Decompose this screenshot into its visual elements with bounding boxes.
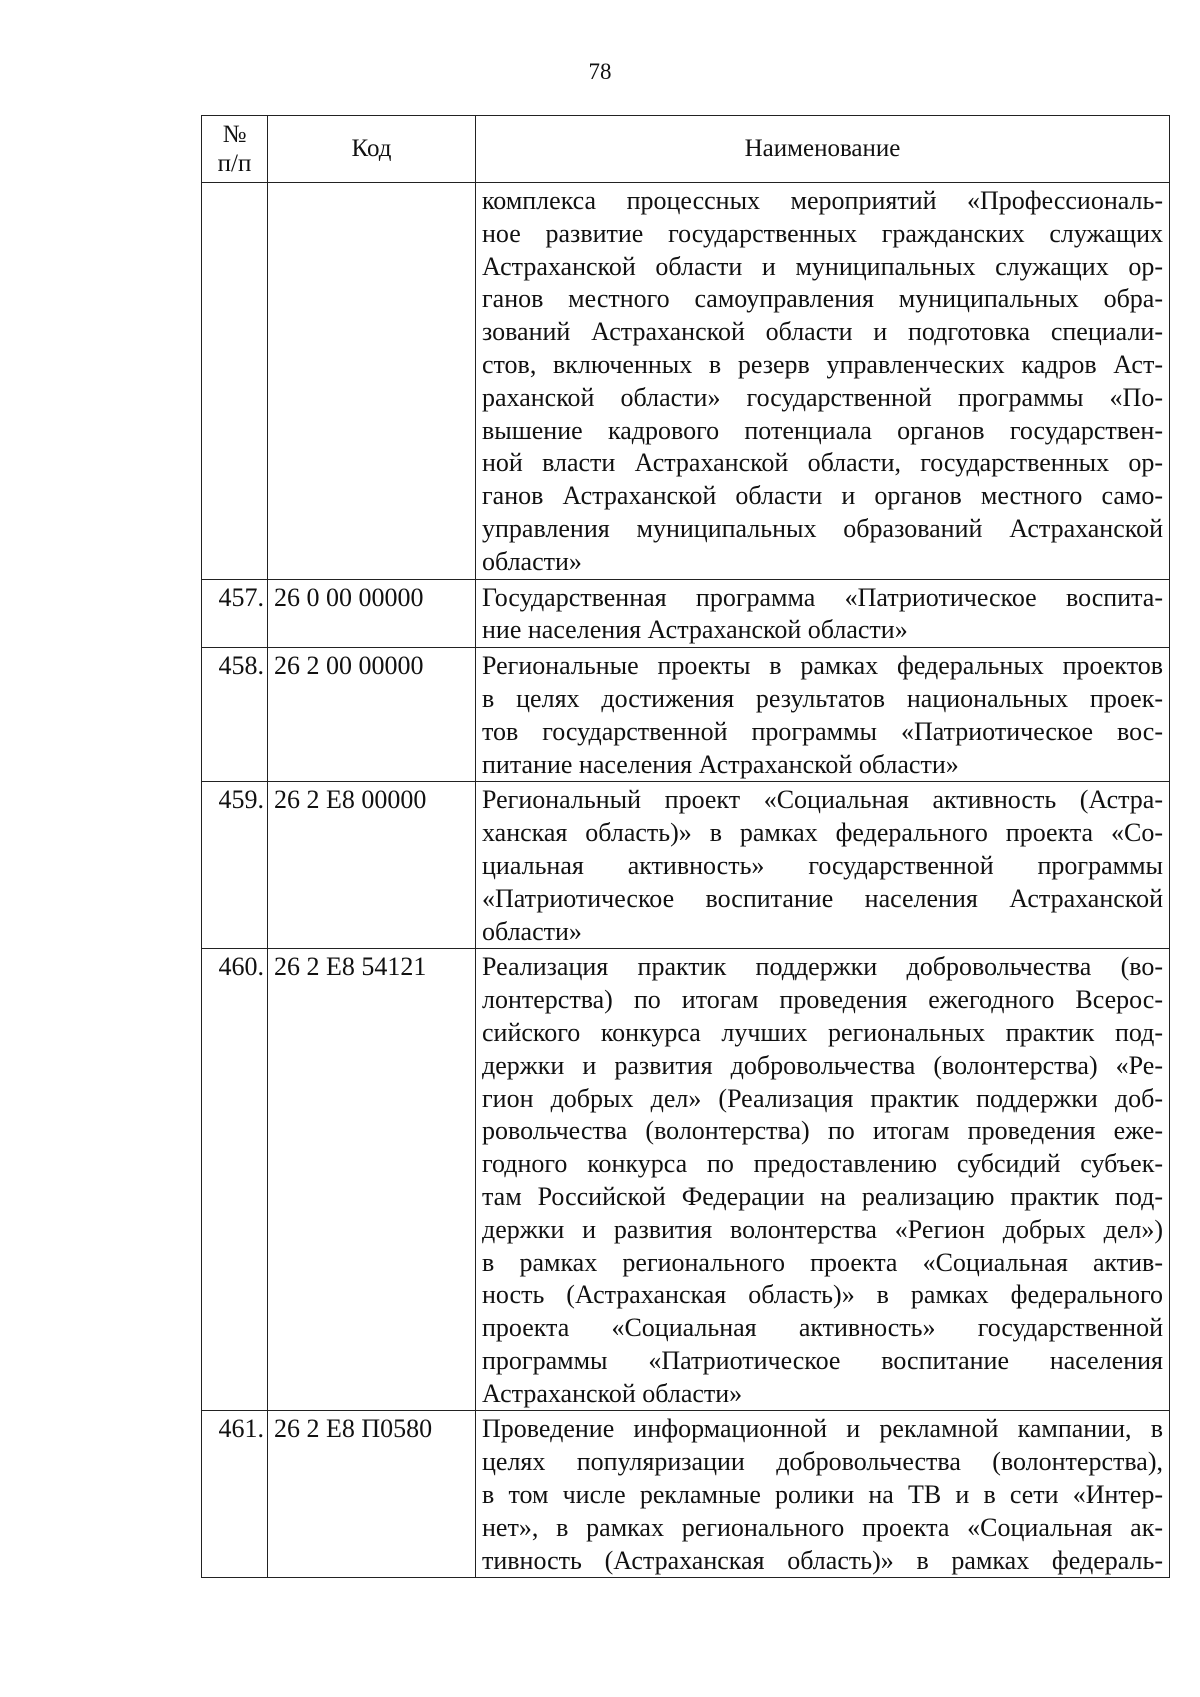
page-number: 78: [588, 59, 612, 84]
name-text-line: тивность (Астраханская область)» в рамках федераль-: [482, 1545, 1163, 1575]
row-name: [476, 183, 1170, 580]
row-number: 461.: [202, 1411, 268, 1578]
name-text-line: Региональный проект «Социальная активность (Астра-: [482, 785, 1163, 815]
name-text-line: ной власти Астраханской области, государственных ор-: [482, 448, 1163, 478]
name-text-line: зований Астраханской области и подготовка специали-: [482, 317, 1163, 347]
name-text-line: проекта «Социальная активность» государственной: [482, 1313, 1163, 1343]
table-row: [202, 782, 1170, 949]
table-body: [202, 183, 1170, 1578]
name-text-line: Государственная программа «Патриотическое воспита-: [482, 582, 1163, 612]
header-name: Наименование: [476, 116, 1170, 183]
name-text-line: держки и развития добровольчества (волонтерства) «Ре-: [482, 1050, 1163, 1080]
name-text-line: лонтерства) по итогам проведения ежегодного Всерос-: [482, 985, 1163, 1015]
name-text-line: в целях достижения результатов национальных проек-: [482, 683, 1163, 713]
name-text-line: ханская область)» в рамках федерального проекта «Со-: [482, 818, 1163, 848]
row-code: 26 0 00 00000: [268, 579, 476, 648]
name-text-line: гион добрых дел» (Реализация практик поддержки доб-: [482, 1083, 1163, 1113]
row-name: [476, 949, 1170, 1411]
name-text-line: там Российской Федерации на реализацию практик под-: [482, 1181, 1163, 1211]
name-text-line: питание населения Астраханской области»: [482, 749, 959, 779]
row-name: [476, 1411, 1170, 1578]
name-text-line: Реализация практик поддержки добровольчества (во-: [482, 952, 1163, 982]
name-text-line: в рамках регионального проекта «Социальная актив-: [482, 1247, 1163, 1277]
name-text-line: стов, включенных в резерв управленческих кадров Аст-: [482, 349, 1163, 379]
name-text-line: вышение кадрового потенциала органов государствен-: [482, 415, 1163, 445]
name-text-line: годного конкурса по предоставлению субсидий субъек-: [482, 1149, 1163, 1179]
budget-code-table: [201, 115, 1170, 1578]
name-text-line: целях популяризации добровольчества (волонтерства),: [482, 1447, 1163, 1477]
name-text-line: ганов местного самоуправления муниципальных обра-: [482, 284, 1163, 314]
name-text-line: тов государственной программы «Патриотическое вос-: [482, 716, 1163, 746]
table-row: [202, 648, 1170, 782]
row-code: 26 2 E8 54121: [268, 949, 476, 1411]
row-number: 457.: [202, 579, 268, 648]
header-number-sign: №: [222, 121, 247, 148]
name-text-line: сийского конкурса лучших региональных практик под-: [482, 1017, 1163, 1047]
row-name: [476, 579, 1170, 648]
name-text-line: области»: [482, 916, 582, 946]
name-text-line: в том числе рекламные ролики на ТВ и в сети «Интер-: [482, 1480, 1163, 1510]
row-name: [476, 648, 1170, 782]
name-text-line: Проведение информационной и рекламной кампании, в: [482, 1414, 1163, 1444]
row-code: [268, 183, 476, 580]
row-number: 460.: [202, 949, 268, 1411]
header-number: [202, 116, 268, 183]
name-text-line: циальная активность» государственной программы: [482, 850, 1163, 880]
name-text-line: ность (Астраханская область)» в рамках федерального: [482, 1280, 1163, 1310]
name-text-line: раханской области» государственной программы «По-: [482, 382, 1163, 412]
header-number-abbr: п/п: [217, 150, 252, 177]
table-row: [202, 183, 1170, 580]
name-text-line: программы «Патриотическое воспитание населения: [482, 1345, 1163, 1375]
row-name: [476, 782, 1170, 949]
name-text-line: ровольчества (волонтерства) по итогам проведения еже-: [482, 1116, 1163, 1146]
name-text-line: Астраханской области и муниципальных служащих ор-: [482, 251, 1163, 281]
row-code: 26 2 E8 00000: [268, 782, 476, 949]
name-text-line: Региональные проекты в рамках федеральных проектов: [482, 651, 1163, 681]
name-text-line: области»: [482, 546, 582, 576]
name-text-line: ное развитие государственных гражданских служащих: [482, 218, 1163, 248]
name-text-line: нет», в рамках регионального проекта «Социальная ак-: [482, 1512, 1163, 1542]
row-number: 459.: [202, 782, 268, 949]
name-text-line: Астраханской области»: [482, 1378, 743, 1408]
name-text-line: управления муниципальных образований Астраханской: [482, 513, 1163, 543]
name-text-line: ние населения Астраханской области»: [482, 615, 908, 645]
header-code: Код: [268, 116, 476, 183]
name-text-line: «Патриотическое воспитание населения Астраханской: [482, 883, 1163, 913]
table-row: [202, 949, 1170, 1411]
table-row: [202, 579, 1170, 648]
name-text-line: комплекса процессных мероприятий «Профессиональ-: [482, 186, 1163, 215]
table-row: [202, 1411, 1170, 1578]
row-code: 26 2 E8 П0580: [268, 1411, 476, 1578]
header-row: [202, 116, 1170, 183]
name-text-line: держки и развития волонтерства «Регион добрых дел»): [482, 1214, 1163, 1244]
table-header: [202, 116, 1170, 183]
row-code: 26 2 00 00000: [268, 648, 476, 782]
row-number: 458.: [202, 648, 268, 782]
row-number: [202, 183, 268, 580]
name-text-line: ганов Астраханской области и органов местного само-: [482, 481, 1163, 511]
